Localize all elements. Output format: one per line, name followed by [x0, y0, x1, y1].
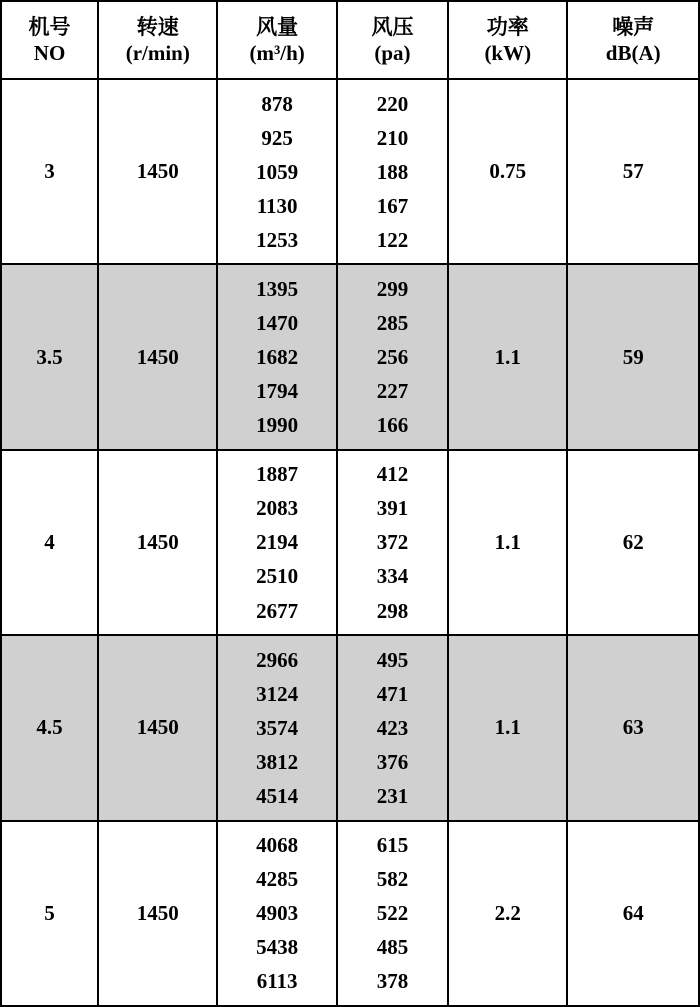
- pressure-value: 167: [376, 193, 409, 218]
- cell-model-no: 4.5: [1, 635, 98, 820]
- flow-value: 925: [261, 125, 293, 150]
- cell-noise: 57: [567, 79, 699, 264]
- pressure-value: 372: [376, 530, 409, 555]
- flow-value: 3124: [256, 681, 299, 706]
- column-header-speed-line2: (r/min): [125, 41, 190, 65]
- pressure-value: 522: [376, 901, 409, 926]
- flow-value: 2677: [256, 598, 299, 623]
- flow-value: 1130: [256, 193, 298, 218]
- flow-value: 4285: [256, 867, 299, 892]
- cell-model-no: 3: [1, 79, 98, 264]
- flow-value: 4068: [256, 833, 299, 858]
- column-header-pressure-line1: 风压: [371, 14, 414, 39]
- flow-value: 1059: [256, 159, 299, 184]
- cell-pressure-list: [337, 821, 448, 1006]
- flow-value: 1395: [256, 277, 299, 302]
- flow-value: 2966: [256, 647, 299, 672]
- cell-model-no: 5: [1, 821, 98, 1006]
- cell-speed: 1450: [98, 821, 217, 1006]
- cell-power: 0.75: [448, 79, 567, 264]
- pressure-value: 582: [376, 867, 409, 892]
- table-body: [1, 79, 699, 1006]
- flow-value: 3574: [256, 715, 299, 740]
- pressure-value: 334: [376, 564, 409, 589]
- cell-noise: 62: [567, 450, 699, 635]
- flow-value: 1794: [256, 379, 299, 404]
- flow-value: 6113: [256, 969, 298, 994]
- cell-speed: 1450: [98, 79, 217, 264]
- column-header-pressure: [337, 1, 448, 79]
- flow-value: 878: [261, 91, 293, 116]
- pressure-value: 615: [376, 833, 409, 858]
- cell-noise: 59: [567, 264, 699, 449]
- flow-value: 5438: [256, 935, 299, 960]
- column-header-noise: [567, 1, 699, 79]
- table-row: [1, 79, 699, 264]
- column-header-power: [448, 1, 567, 79]
- cell-power: 1.1: [448, 450, 567, 635]
- table-header: [1, 1, 699, 79]
- cell-noise: 64: [567, 821, 699, 1006]
- flow-value: 1470: [256, 311, 299, 336]
- cell-power: 1.1: [448, 264, 567, 449]
- cell-power: 2.2: [448, 821, 567, 1006]
- pressure-value: 376: [376, 749, 409, 774]
- cell-pressure-list: [337, 264, 448, 449]
- column-header-power-line2: (kW): [484, 41, 532, 65]
- cell-flow-list: [217, 79, 336, 264]
- pressure-value: 256: [376, 345, 409, 370]
- pressure-value: 495: [376, 647, 409, 672]
- cell-flow-list: [217, 821, 336, 1006]
- pressure-value: 210: [376, 125, 409, 150]
- cell-flow-list: [217, 450, 336, 635]
- cell-pressure-list: [337, 450, 448, 635]
- cell-speed: 1450: [98, 635, 217, 820]
- pressure-value: 231: [376, 783, 409, 808]
- column-header-noise-line2: dB(A): [605, 41, 661, 65]
- flow-value: 1682: [256, 345, 299, 370]
- pressure-value: 471: [376, 681, 409, 706]
- column-header-flow-line2: (m³/h): [249, 41, 305, 65]
- column-header-noise-line1: 噪声: [612, 14, 655, 39]
- flow-value: 2510: [256, 564, 299, 589]
- cell-flow-list: [217, 635, 336, 820]
- column-header-flow: [217, 1, 336, 79]
- cell-model-no: 4: [1, 450, 98, 635]
- column-header-speed: [98, 1, 217, 79]
- header-row: [1, 1, 699, 79]
- table-row: [1, 264, 699, 449]
- pressure-value: 298: [376, 598, 409, 623]
- pressure-value: 391: [376, 496, 409, 521]
- flow-value: 3812: [256, 749, 299, 774]
- table-row: [1, 821, 699, 1006]
- flow-value: 2194: [256, 530, 299, 555]
- column-header-no-line1: 机号: [28, 14, 71, 39]
- cell-pressure-list: [337, 79, 448, 264]
- pressure-value: 299: [376, 277, 409, 302]
- table-row: [1, 635, 699, 820]
- column-header-no: [1, 1, 98, 79]
- pressure-value: 485: [376, 935, 409, 960]
- flow-value: 4514: [256, 783, 299, 808]
- column-header-no-line2: NO: [33, 41, 66, 65]
- column-header-power-line1: 功率: [486, 14, 529, 39]
- cell-noise: 63: [567, 635, 699, 820]
- pressure-value: 423: [376, 715, 409, 740]
- pressure-value: 122: [376, 227, 409, 252]
- flow-value: 4903: [256, 901, 299, 926]
- pressure-value: 285: [376, 311, 409, 336]
- pressure-value: 188: [376, 159, 409, 184]
- flow-value: 1887: [256, 462, 299, 487]
- cell-model-no: 3.5: [1, 264, 98, 449]
- pressure-value: 166: [376, 413, 409, 438]
- cell-power: 1.1: [448, 635, 567, 820]
- pressure-value: 378: [376, 969, 409, 994]
- flow-value: 2083: [256, 496, 299, 521]
- flow-value: 1253: [256, 227, 299, 252]
- column-header-flow-line1: 风量: [256, 14, 299, 39]
- column-header-pressure-line2: (pa): [374, 41, 411, 65]
- cell-speed: 1450: [98, 264, 217, 449]
- column-header-speed-line1: 转速: [136, 14, 179, 39]
- pressure-value: 220: [376, 91, 409, 116]
- cell-flow-list: [217, 264, 336, 449]
- pressure-value: 227: [376, 379, 409, 404]
- table-row: [1, 450, 699, 635]
- cell-speed: 1450: [98, 450, 217, 635]
- flow-value: 1990: [256, 413, 299, 438]
- cell-pressure-list: [337, 635, 448, 820]
- pressure-value: 412: [376, 462, 409, 487]
